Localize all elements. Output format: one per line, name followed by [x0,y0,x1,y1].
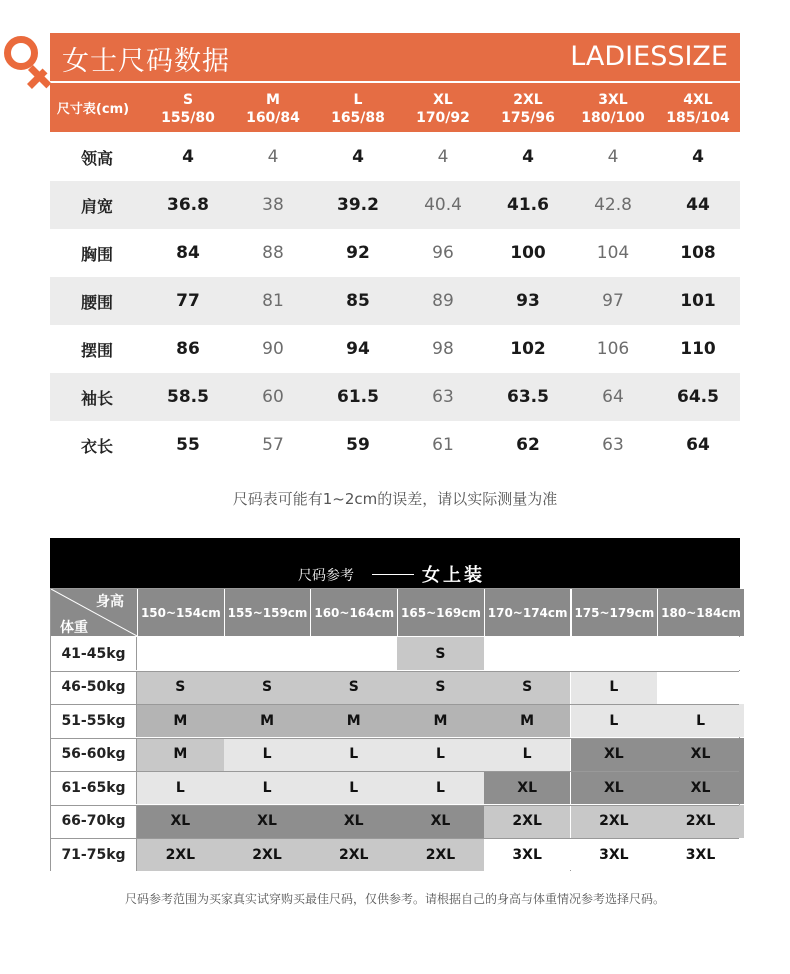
row-divider [51,771,739,772]
reference-cell: L [571,704,658,737]
reference-cell [657,637,744,670]
reference-cell: XL [657,771,744,804]
reference-cell: 3XL [657,838,744,871]
height-header: 170~174cm [484,589,571,636]
size-row-label: 领高 [80,148,113,168]
reference-cell: M [224,704,311,737]
size-cell: 64 [686,435,710,455]
size-cell: 60 [262,387,284,407]
reference-cell: 2XL [484,805,571,838]
size-cell: 55 [176,435,200,455]
reference-cell: M [137,704,224,737]
size-spec: 175/96 [501,110,555,126]
size-cell: 59 [346,435,370,455]
reference-cell: L [657,704,744,737]
size-cell: 4 [182,147,194,167]
size-spec: 160/84 [246,110,300,126]
size-cell: 61 [432,435,454,455]
reference-cell: XL [571,738,658,771]
reference-cell: XL [657,738,744,771]
size-spec: 155/80 [161,110,215,126]
size-row-label: 摆围 [80,340,113,360]
size-name: 3XL [598,92,628,108]
height-header: 180~184cm [657,589,744,636]
size-cell: 41.6 [507,195,549,215]
size-cell: 39.2 [337,195,379,215]
size-cell: 100 [510,243,546,263]
size-cell: 110 [680,339,716,359]
corner-weight-label: 体重 [60,620,88,636]
size-header-label: 尺寸表(cm) [56,102,130,117]
size-cell: 4 [267,147,279,167]
reference-cell: XL [137,805,224,838]
size-cell: 40.4 [424,195,462,215]
reference-cell: 2XL [571,805,658,838]
size-spec: 185/104 [666,110,730,126]
size-cell: 94 [346,339,370,359]
weight-label: 41-45kg [51,637,137,670]
reference-cell: M [310,704,397,737]
size-cell: 104 [596,243,630,263]
reference-cell: 2XL [397,838,484,871]
size-cell: 58.5 [167,387,209,407]
size-header-4xl [655,87,741,131]
size-cell: 63 [602,435,624,455]
size-cell: 64.5 [677,387,719,407]
size-cell: 4 [437,147,449,167]
size-name: L [353,92,363,108]
size-cell: 38 [262,195,284,215]
size-spec: 180/100 [581,110,645,126]
size-row-label: 腰围 [80,292,113,312]
reference-cell: L [137,771,224,804]
size-cell: 106 [596,339,630,359]
size-cell: 36.8 [167,195,209,215]
reference-cell: L [224,771,311,804]
size-cell: 4 [522,147,534,167]
reference-title-small: 尺码参考 [298,568,354,584]
size-row-label: 衣长 [80,436,113,456]
reference-cell: S [397,637,484,670]
reference-header [50,538,740,588]
reference-cell: L [310,771,397,804]
reference-cell: XL [397,805,484,838]
size-cell: 92 [346,243,370,263]
size-header-s [145,87,231,131]
size-header-m [230,87,316,131]
reference-note: 尺码参考范围为买家真实试穿购买最佳尺码，仅供参考。请根据自己的身高与体重情况参考选择尺码。 [124,892,665,906]
reference-cell: S [224,671,311,704]
size-cell: 4 [692,147,704,167]
size-cell: 81 [262,291,284,311]
size-cell: 108 [680,243,716,263]
height-header: 160~164cm [310,589,397,636]
reference-cell [310,637,397,670]
row-divider [51,704,739,705]
title-cn: 女士尺码数据 [62,46,230,77]
reference-cell [224,637,311,670]
reference-cell: XL [224,805,311,838]
reference-cell: 3XL [571,838,658,871]
reference-cell: S [397,671,484,704]
size-cell: 97 [602,291,624,311]
size-cell: 85 [346,291,370,311]
reference-title-divider [372,574,414,575]
height-header: 175~179cm [571,589,658,636]
row-divider [51,805,739,806]
size-row-label: 肩宽 [80,196,113,216]
reference-cell: 2XL [137,838,224,871]
size-cell: 77 [176,291,200,311]
reference-cell: XL [571,771,658,804]
size-cell: 89 [432,291,454,311]
reference-cell: L [224,738,311,771]
size-cell: 84 [176,243,200,263]
reference-cell: 3XL [484,838,571,871]
size-row-label: 胸围 [80,244,113,264]
row-divider [51,738,739,739]
size-cell: 102 [510,339,546,359]
size-header-xl [400,87,486,131]
size-cell: 63.5 [507,387,549,407]
weight-label: 71-75kg [51,838,137,871]
row-divider [51,671,739,672]
size-name: M [266,92,280,108]
size-name: 2XL [513,92,543,108]
size-cell: 44 [686,195,710,215]
size-cell: 93 [516,291,540,311]
reference-cell: M [484,704,571,737]
reference-cell: L [397,771,484,804]
reference-cell: XL [484,771,571,804]
weight-label: 46-50kg [51,671,137,704]
height-header: 165~169cm [397,589,484,636]
reference-cell: S [137,671,224,704]
reference-cell: 2XL [224,838,311,871]
reference-cell: 2XL [657,805,744,838]
reference-cell: M [397,704,484,737]
size-cell: 63 [432,387,454,407]
height-header: 150~154cm [137,589,224,636]
weight-label: 51-55kg [51,704,137,737]
reference-cell: L [310,738,397,771]
error-note: 尺码表可能有1~2cm的误差，请以实际测量为准 [232,490,558,508]
size-header-3xl [570,87,656,131]
reference-cell: L [397,738,484,771]
reference-cell [657,671,744,704]
size-spec: 165/88 [331,110,385,126]
size-cell: 86 [176,339,200,359]
reference-cell [137,637,224,670]
reference-cell: S [310,671,397,704]
size-cell: 42.8 [594,195,632,215]
reference-cell: S [484,671,571,704]
weight-label: 56-60kg [51,738,137,771]
size-cell: 57 [262,435,284,455]
height-header: 155~159cm [224,589,311,636]
size-row-label: 袖长 [80,388,113,408]
size-cell: 101 [680,291,716,311]
size-cell: 90 [262,339,284,359]
size-cell: 62 [516,435,540,455]
size-cell: 64 [602,387,624,407]
corner-height-label: 身高 [96,594,124,610]
reference-cell: L [484,738,571,771]
size-header-2xl [485,87,571,131]
size-cell: 4 [352,147,364,167]
reference-cell: M [137,738,224,771]
reference-cell: L [571,671,658,704]
size-cell: 98 [432,339,454,359]
reference-cell: 2XL [310,838,397,871]
size-header-l [315,87,401,131]
weight-label: 61-65kg [51,771,137,804]
size-cell: 61.5 [337,387,379,407]
size-spec: 170/92 [416,110,470,126]
reference-cell [571,637,658,670]
size-name: S [182,92,194,108]
size-name: XL [433,92,453,108]
weight-label: 66-70kg [51,805,137,838]
title-en: LADIESSIZE [570,41,728,72]
size-name: 4XL [683,92,713,108]
reference-cell [484,637,571,670]
size-cell: 96 [432,243,454,263]
size-cell: 88 [262,243,284,263]
size-cell: 4 [607,147,619,167]
reference-title: 女上装 [422,565,485,586]
reference-cell: XL [310,805,397,838]
row-divider [51,838,739,839]
